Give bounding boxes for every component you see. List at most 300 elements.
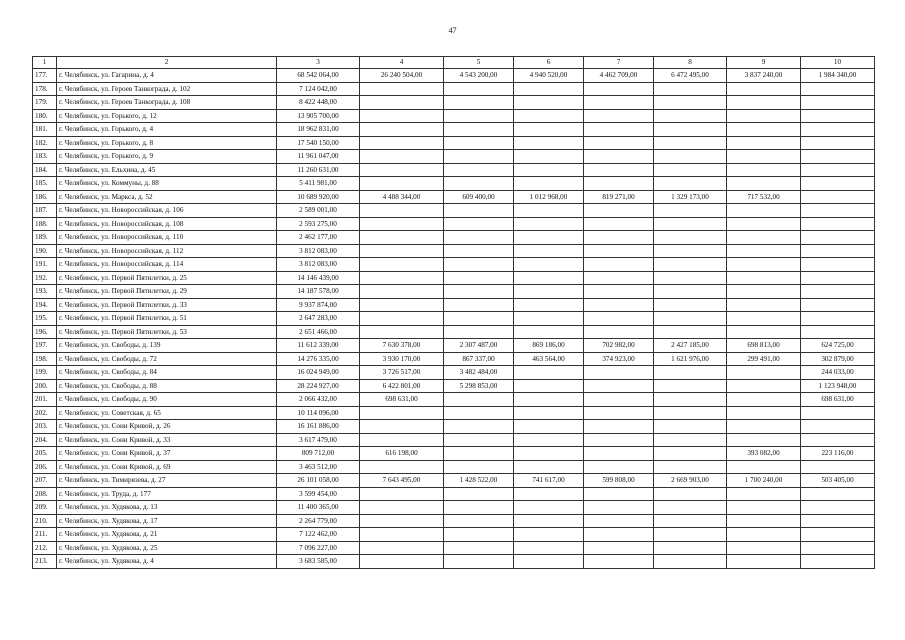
amount-cell (654, 379, 727, 393)
amount-cell (444, 177, 514, 191)
amount-cell (444, 393, 514, 407)
address-cell: г. Челябинск, ул. Сони Кривой, д. 69 (57, 460, 277, 474)
amount-cell: 3 812 083,00 (277, 258, 360, 272)
column-header-1: 1 (33, 57, 57, 69)
amount-cell (444, 447, 514, 461)
amount-cell (654, 285, 727, 299)
table-row (33, 541, 875, 555)
address-cell: г. Челябинск, ул. Гагарина, д. 4 (57, 69, 277, 83)
table-row (33, 244, 875, 258)
amount-cell (444, 501, 514, 515)
row-number-cell: 184. (33, 163, 57, 177)
amount-cell (727, 258, 801, 272)
amount-cell (727, 433, 801, 447)
amount-cell: 28 224 927,00 (277, 379, 360, 393)
amount-cell (444, 271, 514, 285)
amount-cell (584, 109, 654, 123)
amount-cell (584, 258, 654, 272)
amount-cell (444, 433, 514, 447)
amount-cell (514, 244, 584, 258)
row-number-cell: 193. (33, 285, 57, 299)
amount-cell (514, 177, 584, 191)
amount-cell (654, 258, 727, 272)
amount-cell: 1 428 522,00 (444, 474, 514, 488)
amount-cell (727, 541, 801, 555)
amount-cell (360, 298, 444, 312)
amount-cell (654, 109, 727, 123)
amount-cell (360, 204, 444, 218)
amount-cell (360, 258, 444, 272)
address-cell: г. Челябинск, ул. Труда, д. 177 (57, 487, 277, 501)
table-row (33, 447, 875, 461)
address-cell: г. Челябинск, ул. Первой Пятилетки, д. 51 (57, 312, 277, 326)
table-row (33, 177, 875, 191)
amount-cell (514, 514, 584, 528)
amount-cell (654, 217, 727, 231)
amount-cell (727, 204, 801, 218)
amount-cell: 717 532,00 (727, 190, 801, 204)
amount-cell (727, 285, 801, 299)
column-header-10: 10 (801, 57, 875, 69)
amount-cell (654, 82, 727, 96)
amount-cell: 299 491,00 (727, 352, 801, 366)
amount-cell (584, 271, 654, 285)
amount-cell (444, 555, 514, 569)
amount-cell: 2 647 283,00 (277, 312, 360, 326)
amount-cell (444, 150, 514, 164)
amount-cell: 10 689 920,00 (277, 190, 360, 204)
table-row (33, 501, 875, 515)
table-row (33, 96, 875, 110)
amount-cell (584, 312, 654, 326)
amount-cell (801, 420, 875, 434)
address-cell: г. Челябинск, ул. Советская, д. 65 (57, 406, 277, 420)
amount-cell: 3 930 170,00 (360, 352, 444, 366)
row-number-cell: 205. (33, 447, 57, 461)
amount-cell (801, 460, 875, 474)
address-cell: г. Челябинск, ул. Сони Кривой, д. 37 (57, 447, 277, 461)
amount-cell (584, 150, 654, 164)
amount-cell (801, 82, 875, 96)
amount-cell: 4 543 200,00 (444, 69, 514, 83)
row-number-cell: 211. (33, 528, 57, 542)
amount-cell (727, 393, 801, 407)
amount-cell (360, 271, 444, 285)
amount-cell: 2 307 487,00 (444, 339, 514, 353)
amount-cell (654, 393, 727, 407)
amount-cell: 7 630 378,00 (360, 339, 444, 353)
amount-cell (444, 325, 514, 339)
amount-cell (360, 136, 444, 150)
address-cell: г. Челябинск, ул. Худякова, д. 21 (57, 528, 277, 542)
row-number-cell: 188. (33, 217, 57, 231)
amount-cell (444, 406, 514, 420)
table-row (33, 339, 875, 353)
column-header-8: 8 (654, 57, 727, 69)
amount-cell: 393 082,00 (727, 447, 801, 461)
amount-cell (360, 460, 444, 474)
amount-cell (514, 285, 584, 299)
address-cell: г. Челябинск, ул. Худякова, д. 25 (57, 541, 277, 555)
amount-cell (584, 231, 654, 245)
amount-cell (801, 487, 875, 501)
amount-cell (584, 460, 654, 474)
amount-cell: 5 298 853,00 (444, 379, 514, 393)
amount-cell (584, 204, 654, 218)
amount-cell (801, 217, 875, 231)
row-number-cell: 202. (33, 406, 57, 420)
amount-cell: 809 712,00 (277, 447, 360, 461)
table-row (33, 150, 875, 164)
amount-cell: 609 400,00 (444, 190, 514, 204)
amount-cell (727, 136, 801, 150)
row-number-cell: 212. (33, 541, 57, 555)
amount-cell (584, 541, 654, 555)
amount-cell (444, 528, 514, 542)
row-number-cell: 181. (33, 123, 57, 137)
amount-cell (727, 366, 801, 380)
header-row (33, 57, 875, 69)
row-number-cell: 190. (33, 244, 57, 258)
amount-cell (514, 123, 584, 137)
amount-cell: 616 198,00 (360, 447, 444, 461)
amount-cell (360, 285, 444, 299)
amount-cell (727, 150, 801, 164)
amount-cell (654, 528, 727, 542)
amount-cell (360, 555, 444, 569)
amount-cell: 698 813,00 (727, 339, 801, 353)
amount-cell: 244 033,00 (801, 366, 875, 380)
amount-cell (514, 204, 584, 218)
amount-cell (514, 447, 584, 461)
amount-cell: 14 276 335,00 (277, 352, 360, 366)
amount-cell (654, 555, 727, 569)
amount-cell (654, 541, 727, 555)
address-cell: г. Челябинск, ул. Сони Кривой, д. 26 (57, 420, 277, 434)
table-row (33, 474, 875, 488)
amount-cell: 374 923,00 (584, 352, 654, 366)
row-number-cell: 182. (33, 136, 57, 150)
amount-cell (654, 433, 727, 447)
address-cell: г. Челябинск, ул. Свободы, д. 90 (57, 393, 277, 407)
amount-cell: 698 631,00 (360, 393, 444, 407)
row-number-cell: 183. (33, 150, 57, 164)
amount-cell (727, 555, 801, 569)
address-cell: г. Челябинск, ул. Новороссийская, д. 110 (57, 231, 277, 245)
amount-cell: 2 669 903,00 (654, 474, 727, 488)
row-number-cell: 189. (33, 231, 57, 245)
amount-cell (444, 285, 514, 299)
amount-cell: 302 879,00 (801, 352, 875, 366)
amount-cell: 3 837 240,00 (727, 69, 801, 83)
row-number-cell: 208. (33, 487, 57, 501)
address-cell: г. Челябинск, ул. Коммуны, д. 88 (57, 177, 277, 191)
amount-cell: 11 612 339,00 (277, 339, 360, 353)
amount-cell: 2 462 177,00 (277, 231, 360, 245)
amount-cell (727, 177, 801, 191)
amount-cell (360, 231, 444, 245)
amount-cell (584, 406, 654, 420)
row-number-cell: 197. (33, 339, 57, 353)
amount-cell (444, 460, 514, 474)
amount-cell (654, 420, 727, 434)
amount-cell: 1 329 173,00 (654, 190, 727, 204)
row-number-cell: 198. (33, 352, 57, 366)
amount-cell: 503 405,00 (801, 474, 875, 488)
amount-cell (654, 514, 727, 528)
amount-cell (514, 109, 584, 123)
amount-cell (360, 406, 444, 420)
amount-cell (514, 217, 584, 231)
amount-cell (654, 150, 727, 164)
address-cell: г. Челябинск, ул. Героев Танкограда, д. 102 (57, 82, 277, 96)
amount-cell: 2 589 001,00 (277, 204, 360, 218)
amount-cell: 2 264 779,00 (277, 514, 360, 528)
table-row (33, 231, 875, 245)
amount-cell: 869 186,00 (514, 339, 584, 353)
register-table (32, 56, 875, 569)
amount-cell (584, 555, 654, 569)
row-number-cell: 207. (33, 474, 57, 488)
amount-cell (444, 298, 514, 312)
amount-cell: 4 462 709,00 (584, 69, 654, 83)
amount-cell (444, 231, 514, 245)
amount-cell: 11 400 365,00 (277, 501, 360, 515)
table-row (33, 433, 875, 447)
amount-cell (801, 541, 875, 555)
amount-cell: 1 012 968,00 (514, 190, 584, 204)
amount-cell (654, 244, 727, 258)
amount-cell (514, 325, 584, 339)
amount-cell (584, 244, 654, 258)
amount-cell (514, 501, 584, 515)
amount-cell (801, 285, 875, 299)
amount-cell: 3 617 479,00 (277, 433, 360, 447)
amount-cell (727, 298, 801, 312)
amount-cell (801, 312, 875, 326)
amount-cell (584, 501, 654, 515)
amount-cell (360, 163, 444, 177)
amount-cell (727, 528, 801, 542)
amount-cell (444, 312, 514, 326)
amount-cell (584, 393, 654, 407)
amount-cell (514, 231, 584, 245)
amount-cell: 9 937 874,00 (277, 298, 360, 312)
address-cell: г. Челябинск, ул. Свободы, д. 72 (57, 352, 277, 366)
amount-cell (584, 298, 654, 312)
amount-cell (727, 109, 801, 123)
column-header-5: 5 (444, 57, 514, 69)
table-row (33, 352, 875, 366)
amount-cell (514, 82, 584, 96)
amount-cell: 3 482 484,00 (444, 366, 514, 380)
amount-cell (801, 123, 875, 137)
address-cell: г. Челябинск, ул. Героев Танкограда, д. 108 (57, 96, 277, 110)
amount-cell (801, 177, 875, 191)
address-cell: г. Челябинск, ул. Маркса, д. 52 (57, 190, 277, 204)
amount-cell: 68 542 064,00 (277, 69, 360, 83)
amount-cell (444, 82, 514, 96)
amount-cell (801, 136, 875, 150)
address-cell: г. Челябинск, ул. Тимирязева, д. 27 (57, 474, 277, 488)
table-row (33, 217, 875, 231)
address-cell: г. Челябинск, ул. Свободы, д. 88 (57, 379, 277, 393)
amount-cell (584, 487, 654, 501)
amount-cell (801, 528, 875, 542)
table-row (33, 163, 875, 177)
amount-cell (654, 406, 727, 420)
amount-cell (444, 96, 514, 110)
amount-cell (514, 460, 584, 474)
amount-cell (584, 285, 654, 299)
amount-cell (801, 514, 875, 528)
amount-cell (514, 393, 584, 407)
table-row (33, 136, 875, 150)
amount-cell (654, 460, 727, 474)
amount-cell: 3 599 454,00 (277, 487, 360, 501)
amount-cell (727, 82, 801, 96)
amount-cell (514, 258, 584, 272)
amount-cell (514, 379, 584, 393)
table-row (33, 406, 875, 420)
row-number-cell: 192. (33, 271, 57, 285)
amount-cell (727, 244, 801, 258)
amount-cell: 3 683 585,00 (277, 555, 360, 569)
column-header-7: 7 (584, 57, 654, 69)
table-row (33, 190, 875, 204)
amount-cell (727, 325, 801, 339)
address-cell: г. Челябинск, ул. Новороссийская, д. 114 (57, 258, 277, 272)
amount-cell (514, 555, 584, 569)
amount-cell (801, 258, 875, 272)
amount-cell (444, 109, 514, 123)
amount-cell (727, 460, 801, 474)
table-row (33, 204, 875, 218)
amount-cell (584, 366, 654, 380)
amount-cell (801, 244, 875, 258)
table-row (33, 420, 875, 434)
amount-cell: 7 124 042,00 (277, 82, 360, 96)
table-body (33, 69, 875, 569)
amount-cell (514, 406, 584, 420)
table-row (33, 69, 875, 83)
amount-cell (801, 231, 875, 245)
amount-cell: 6 422 801,00 (360, 379, 444, 393)
amount-cell (727, 231, 801, 245)
amount-cell: 7 643 495,00 (360, 474, 444, 488)
amount-cell (584, 447, 654, 461)
amount-cell: 819 271,00 (584, 190, 654, 204)
amount-cell (514, 96, 584, 110)
amount-cell: 11 260 631,00 (277, 163, 360, 177)
amount-cell (727, 312, 801, 326)
amount-cell (654, 231, 727, 245)
amount-cell (360, 82, 444, 96)
row-number-cell: 185. (33, 177, 57, 191)
amount-cell (727, 514, 801, 528)
address-cell: г. Челябинск, ул. Худякова, д. 4 (57, 555, 277, 569)
amount-cell: 599 808,00 (584, 474, 654, 488)
amount-cell: 11 961 047,00 (277, 150, 360, 164)
amount-cell (584, 82, 654, 96)
column-header-2: 2 (57, 57, 277, 69)
amount-cell: 4 940 520,00 (514, 69, 584, 83)
address-cell: г. Челябинск, ул. Худякова, д. 13 (57, 501, 277, 515)
amount-cell (514, 271, 584, 285)
row-number-cell: 200. (33, 379, 57, 393)
amount-cell: 3 463 512,00 (277, 460, 360, 474)
row-number-cell: 187. (33, 204, 57, 218)
amount-cell (801, 555, 875, 569)
address-cell: г. Челябинск, ул. Горького, д. 4 (57, 123, 277, 137)
table-row (33, 379, 875, 393)
row-number-cell: 204. (33, 433, 57, 447)
amount-cell (801, 204, 875, 218)
amount-cell (584, 325, 654, 339)
amount-cell (584, 96, 654, 110)
table-row (33, 460, 875, 474)
table-row (33, 325, 875, 339)
row-number-cell: 194. (33, 298, 57, 312)
address-cell: г. Челябинск, ул. Первой Пятилетки, д. 53 (57, 325, 277, 339)
amount-cell: 13 905 700,00 (277, 109, 360, 123)
amount-cell (801, 96, 875, 110)
amount-cell: 2 651 466,00 (277, 325, 360, 339)
amount-cell: 1 984 340,00 (801, 69, 875, 83)
amount-cell: 2 593 275,00 (277, 217, 360, 231)
amount-cell (514, 298, 584, 312)
row-number-cell: 203. (33, 420, 57, 434)
table-row (33, 258, 875, 272)
amount-cell (444, 514, 514, 528)
amount-cell (727, 96, 801, 110)
amount-cell (727, 487, 801, 501)
amount-cell (360, 217, 444, 231)
amount-cell (801, 298, 875, 312)
amount-cell (360, 433, 444, 447)
amount-cell (801, 406, 875, 420)
address-cell: г. Челябинск, ул. Горького, д. 9 (57, 150, 277, 164)
amount-cell (727, 123, 801, 137)
table-row (33, 271, 875, 285)
amount-cell (444, 487, 514, 501)
address-cell: г. Челябинск, ул. Ельхина, д. 45 (57, 163, 277, 177)
amount-cell (727, 406, 801, 420)
row-number-cell: 178. (33, 82, 57, 96)
table-row (33, 528, 875, 542)
amount-cell (654, 298, 727, 312)
amount-cell: 16 161 886,00 (277, 420, 360, 434)
amount-cell (654, 487, 727, 501)
amount-cell: 741 617,00 (514, 474, 584, 488)
table-row (33, 285, 875, 299)
table-row (33, 123, 875, 137)
table-row (33, 366, 875, 380)
amount-cell (360, 487, 444, 501)
amount-cell (801, 271, 875, 285)
row-number-cell: 209. (33, 501, 57, 515)
address-cell: г. Челябинск, ул. Свободы, д. 84 (57, 366, 277, 380)
table-row (33, 487, 875, 501)
amount-cell (584, 163, 654, 177)
amount-cell (514, 433, 584, 447)
amount-cell (584, 420, 654, 434)
table-row (33, 82, 875, 96)
amount-cell: 3 812 083,00 (277, 244, 360, 258)
amount-cell: 8 422 448,00 (277, 96, 360, 110)
row-number-cell: 179. (33, 96, 57, 110)
amount-cell (654, 325, 727, 339)
